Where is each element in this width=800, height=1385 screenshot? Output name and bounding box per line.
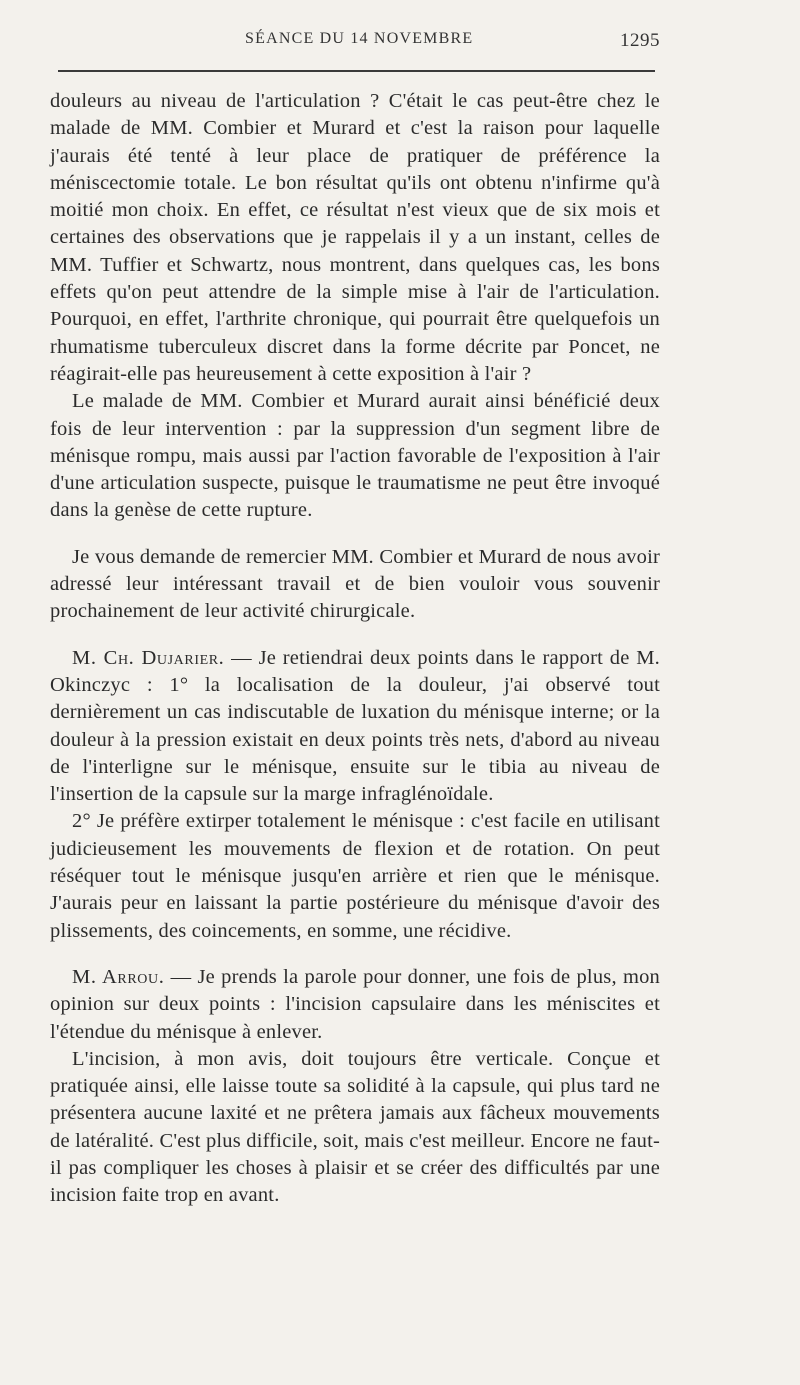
- paragraph-7: L'incision, à mon avis, doit toujours être verticale. Conçue et pratiquée ainsi, elle laisse toute sa solidité à la capsule, qui plus tard ne présentera aucune laxité et ne prêtera jamais aux fâcheux mouvements de latéralité. C'est plus difficile, soit, mais c'est meilleur. Encore ne faut-il pas compliquer les choses à plaisir et se créer des difficultés par une incision faite trop en avant.: [50, 1047, 660, 1207]
- running-title: SÉANCE DU 14 NOVEMBRE: [245, 30, 474, 47]
- paragraph-5: 2° Je préfère extirper totalement le ménisque : c'est facile en utilisant judicieusement les mouvements de flexion et de rotation. On peut réséquer tout le ménisque jusqu'en arrière et rien que le ménisque. J'aurais peur en laissant la partie postérieure du ménisque d'avoir des plissements, des coincements, en somme, une récidive.: [50, 810, 660, 942]
- paragraph-3: Je vous demande de remercier MM. Combier et Murard de nous avoir adressé leur intéressant travail et de bien vouloir vous souvenir prochainement de leur activité chirurgicale.: [50, 545, 660, 623]
- paragraph-4-text: — Je retiendrai deux points dans le rapport de M. Okinczyc : 1° la localisation de la douleur, j'ai observé tout dernièrement un cas indiscutable de luxation du ménisque interne; or la douleur à la pression existait en deux points très nets, d'abord au niveau de l'interligne sur le ménisque, ensuite sur le tibia au niveau de l'insertion de la capsule sur la marge infraglénoïdale.: [50, 646, 661, 806]
- page-number: 1295: [620, 30, 660, 51]
- page-header: [50, 30, 660, 60]
- speaker-dujarier: M. Ch. Dujarier.: [72, 646, 225, 669]
- paragraph-1: douleurs au niveau de l'articulation ? C'était le cas peut-être chez le malade de MM. Combier et Murard et c'est la raison pour laquelle j'aurais été tenté à leur place de pratiquer de préférence la méniscectomie totale. Le bon résultat qu'ils ont obtenu n'infirme qu'à moitié mon choix. En effet, ce résultat n'est vieux que de six mois et certaines des observations que je rappelais il y a un instant, celles de MM. Tuffier et Schwartz, nous montrent, dans quelques cas, les bons effets qu'on peut attendre de la simple mise à l'air de l'articulation. Pourquoi, en effet, l'arthrite chronique, qui pourrait être quelquefois un rhumatisme tuberculeux discret dans la forme décrite par Poncet, ne réagirait-elle pas heureusement à cette exposition à l'air ?: [50, 90, 660, 385]
- paragraph-arrou: [50, 964, 660, 1046]
- header-rule: [58, 70, 655, 72]
- paragraph-6-text: — Je prends la parole pour donner, une fois de plus, mon opinion sur deux points : l'incision capsulaire dans les méniscites et l'étendue du ménisque à enlever.: [50, 965, 660, 1043]
- body-text: [50, 88, 660, 1210]
- speaker-arrou: M. Arrou.: [72, 965, 165, 988]
- paragraph-dujarier: [50, 645, 660, 809]
- paragraph-2: Le malade de MM. Combier et Murard aurait ainsi bénéficié deux fois de leur intervention : par la suppression d'un segment libre de ménisque rompu, mais aussi par l'action favorable de l'exposition à l'air d'une articulation suspecte, puisque le traumatisme ne peut être invoqué dans la genèse de cette rupture.: [50, 390, 660, 522]
